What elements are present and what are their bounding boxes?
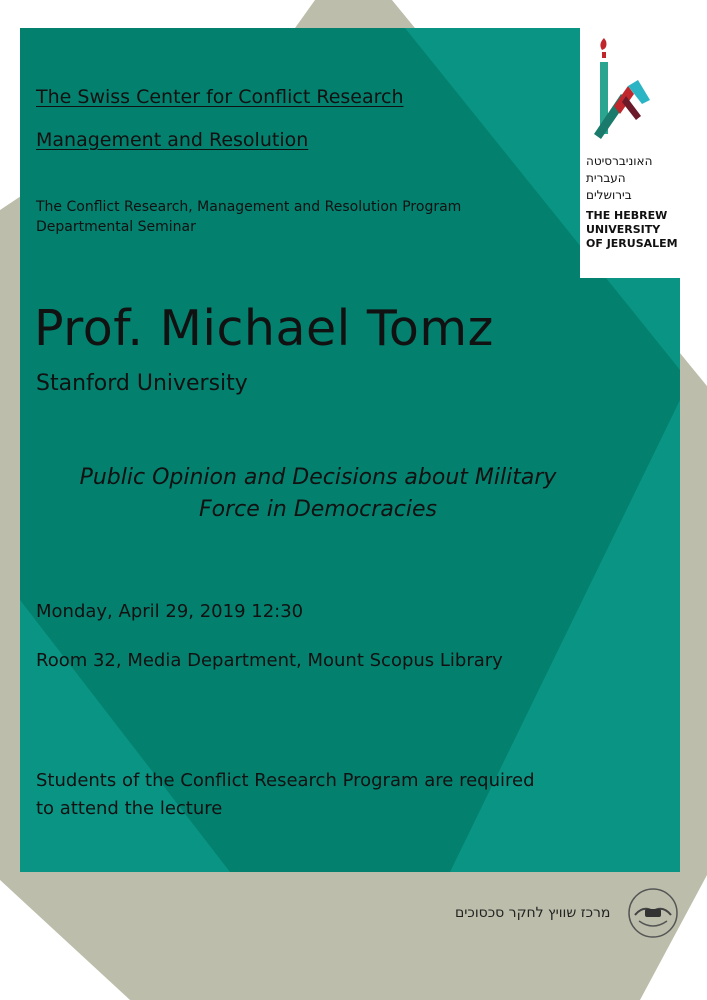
attendance-note-line1: Students of the Conflict Research Program are required (36, 770, 535, 791)
university-name-hebrew-line3: בירושלים (586, 188, 632, 202)
center-name-line1: The Swiss Center for Conflict Research (36, 86, 404, 108)
university-name-english-line3: OF JERUSALEM (586, 237, 678, 250)
event-datetime: Monday, April 29, 2019 12:30 (36, 601, 304, 622)
university-name-hebrew-line2: העברית (586, 171, 626, 185)
handshake-icon (625, 885, 681, 941)
hebrew-university-torch-logo-icon (586, 34, 666, 149)
speaker-name: Prof. Michael Tomz (34, 300, 494, 357)
khaki-right-corner (680, 353, 707, 872)
program-name: The Conflict Research, Management and Resolution Program (36, 199, 462, 215)
white-top-left (0, 0, 315, 28)
talk-title-line1: Public Opinion and Decisions about Military (79, 465, 557, 490)
talk-title-line2: Force in Democracies (198, 497, 438, 522)
university-name-english-line1: THE HEBREW (586, 209, 668, 222)
hebrew-university-logo (586, 34, 694, 274)
speaker-affiliation: Stanford University (36, 371, 248, 396)
seminar-label: Departmental Seminar (36, 219, 196, 235)
white-left-strip (0, 28, 20, 210)
university-name-english-line2: UNIVERSITY (586, 223, 661, 236)
center-name-line2: Management and Resolution (36, 129, 309, 151)
swiss-center-hebrew-name: מרכז שוויץ לחקר סכסוכים (455, 905, 611, 921)
university-name-hebrew-line1: האוניברסיטה (586, 154, 653, 168)
attendance-note-line2: to attend the lecture (36, 798, 223, 819)
event-location: Room 32, Media Department, Mount Scopus Library (36, 650, 503, 671)
